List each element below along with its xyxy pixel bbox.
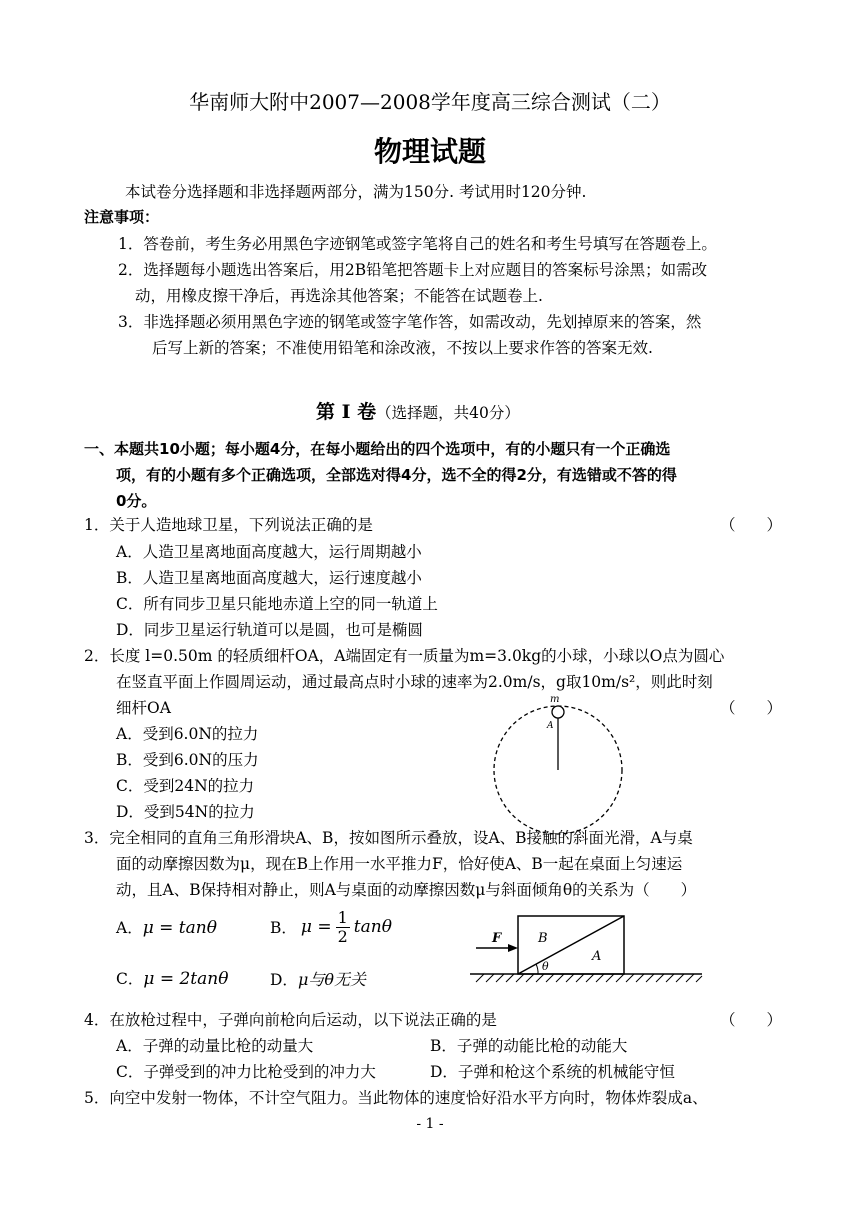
q2-label-m: m [550,694,560,705]
q3-label-theta: θ [542,960,549,973]
q1-answer-bracket: （ ） [720,516,783,534]
q2-label-a: A [547,721,554,731]
q2-option-d: D．受到54N的拉力 [116,803,255,821]
q1-option-a: A．人造卫星离地面高度越大，运行周期越小 [116,543,422,561]
q3-option-b-label: B． [270,919,297,937]
q3-label-f: F [492,931,502,946]
q3-option-b-rhs: tanθ [353,917,392,937]
page-number: - 1 - [416,1116,444,1132]
q4-option-b: B．子弹的动能比枪的动能大 [430,1037,628,1055]
intro-text: 本试卷分选择题和非选择题两部分，满为150分. 考试用时120分钟. [125,183,587,201]
q4-option-d: D．子弹和枪这个系统的机械能守恒 [430,1063,675,1081]
note-2-cont: 动，用橡皮擦干净后，再选涂其他答案；不能答在试题卷上. [135,287,543,305]
q3-option-a [116,916,217,938]
q2-ball [552,706,564,718]
note-3-cont: 后写上新的答案；不准使用铅笔和涂改液，不按以上要求作答的答案无效. [152,339,653,357]
q2-circle-figure [490,690,640,840]
q3-option-b-fraction [336,909,350,946]
q4-option-c: C．子弹受到的冲力比枪受到的冲力大 [116,1063,376,1081]
q3-option-b-lhs: μ = [300,917,332,937]
q2-option-b: B．受到6.0N的压力 [116,751,259,769]
q2-answer-bracket: （ ） [720,699,783,717]
section-title-main: 第 Ⅰ 卷 [316,401,377,423]
subject-title: 物理试题 [373,135,486,168]
q3-ground-hatch [476,974,702,982]
q3-label-b: B [538,931,548,946]
q1-option-d: D．同步卫星运行轨道可以是圆，也可是椭圆 [116,621,423,639]
q3-option-d-expr: μ与θ无关 [297,970,366,989]
notes-label: 注意事项： [84,208,160,226]
q3-option-a-expr: μ = tanθ [142,918,217,938]
q2-stem-2: 在竖直平面上作圆周运动，通过最高点时小球的速率为2.0m/s，g取10m/s²，则此时刻 [116,673,713,691]
section-instr-3: 0分。 [116,492,157,510]
q5-stem: 5．向空中发射一物体，不计空气阻力。当此物体的速度恰好沿水平方向时，物体炸裂成a、 [84,1089,708,1107]
q2-stem-1: 2．长度 l=0.50m 的轻质细杆OA，A端固定有一质量为m=3.0kg的小球，小球以O点为圆心 [84,647,725,665]
q3-option-c-expr: μ = 2tanθ [143,969,229,989]
q4-stem: 4．在放枪过程中，子弹向前枪向后运动，以下说法正确的是 [84,1011,497,1029]
q3-stem-2: 面的动摩擦因数为μ，现在B上作用一水平推力F，恰好使A、B一起在桌面上匀速运 [116,855,683,873]
q1-option-c: C．所有同步卫星只能地赤道上空的同一轨道上 [116,595,438,613]
section-title [316,397,520,424]
q3-label-a: A [592,949,602,964]
q2-option-a: A．受到6.0N的拉力 [116,725,259,743]
note-3: 3．非选择题必须用黑色字迹的钢笔或签字笔作答，如需改动，先划掉原来的答案，然 [118,313,702,331]
q3-block-figure [470,910,710,986]
q3-option-b-numerator: 1 [337,907,348,927]
q3-option-b-denominator: 2 [337,926,348,946]
q4-option-a: A．子弹的动量比枪的动量大 [116,1037,314,1055]
q1-option-b: B．人造卫星离地面高度越大，运行速度越小 [116,569,422,587]
section-title-sub: （选择题，共40分） [376,404,520,422]
q3-option-b [270,902,392,952]
q2-option-c: C．受到24N的拉力 [116,777,255,795]
q3-stem-1: 3．完全相同的直角三角形滑块A、B，按如图所示叠放，设A、B接触的斜面光滑，A与桌 [84,829,693,847]
q3-option-d [270,967,366,990]
q1-stem: 1．关于人造地球卫星，下列说法正确的是 [84,516,373,534]
exam-title: 华南师大附中2007—2008学年度高三综合测试（二） [189,90,671,114]
note-1: 1．答卷前，考生务必用黑色字迹钢笔或签字笔将自己的姓名和考生号填写在答题卷上。 [118,235,717,253]
q3-option-c-label: C． [116,970,144,988]
section-instr-2: 项，有的小题有多个正确选项，全部选对得4分，选不全的得2分，有选错或不答的得 [116,466,677,484]
note-2: 2．选择题每小题选出答案后，用2B铅笔把答题卡上对应题目的答案标号涂黑；如需改 [118,261,708,279]
section-instr-1: 一、本题共10小题；每小题4分，在每小题给出的四个选项中，有的小题只有一个正确选 [84,440,671,458]
q3-option-a-label: A． [116,919,143,937]
q3-stem-3: 动，且A、B保持相对静止，则A与桌面的动摩擦因数μ与斜面倾角θ的关系为（ ） [116,881,697,899]
q4-answer-bracket: （ ） [720,1011,783,1029]
q3-option-c [116,967,228,989]
q3-arrowhead [508,944,518,952]
q3-option-d-label: D． [270,971,298,989]
q2-stem-3: 细杆OA [116,699,171,717]
